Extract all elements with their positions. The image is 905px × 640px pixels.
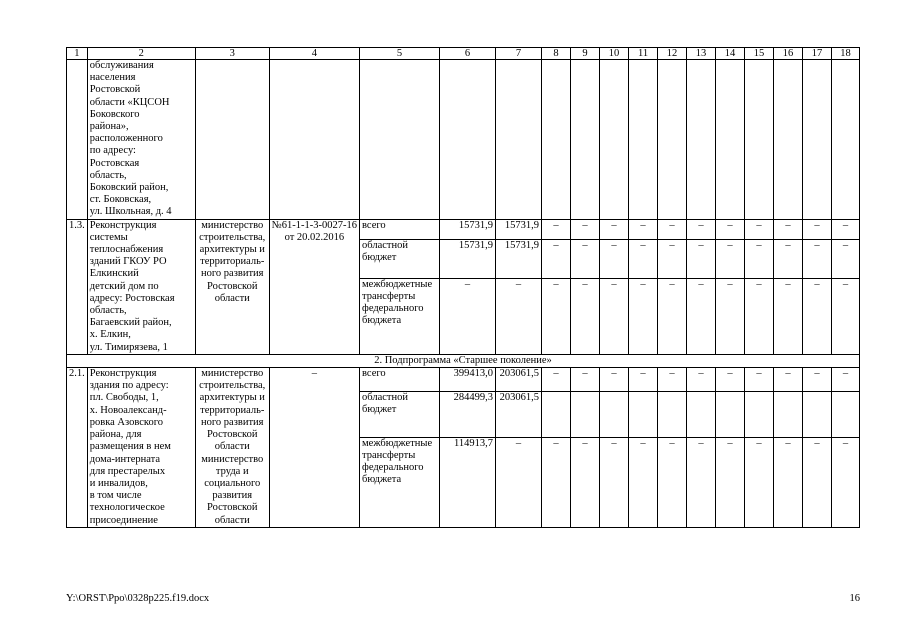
funding-source-cell [360,437,440,527]
dash-cell: – [658,219,687,239]
dash-cell: – [716,278,745,354]
cell-text-line: размещения в нем [89,441,171,453]
column-number-header: 17 [803,48,832,60]
object-name-cell [87,60,195,220]
dash-cell: – [542,239,571,278]
value-cell: 15731,9 [496,219,542,239]
dash-cell: – [832,278,860,354]
dash-cell: – [803,368,832,392]
dash-cell: – [542,368,571,392]
empty-cell [803,391,832,437]
cell-text-line: от 20.02.2016 [284,231,345,243]
dash-cell: – [629,437,658,527]
data-table [66,47,860,528]
dash-cell: – [803,437,832,527]
column-number-header: 5 [360,48,440,60]
cell-text-line: области [214,441,250,453]
column-number-header: 12 [658,48,687,60]
cell-text-line: всего [362,219,386,231]
value-cell: 15731,9 [496,239,542,278]
cell-text-line: бюджета [362,474,402,486]
cell-text-line: ровка Азовского [89,416,164,428]
empty-cell [745,60,774,220]
dash-cell: – [571,437,600,527]
empty-cell [195,60,269,220]
dash-cell: – [745,368,774,392]
cell-text-line: областной [362,239,408,251]
dash-cell: – [716,239,745,278]
cell-text-line: зданий ГКОУ РО [89,256,167,268]
cell-text-line: развития [212,490,253,502]
cell-text-line: Багаевский район, [89,317,172,329]
cell-text-line: Боковский район, [89,182,169,194]
empty-cell [832,391,860,437]
dash-cell: – [716,219,745,239]
cell-text-line: района, для [89,429,142,441]
cell-text-line: области [214,292,250,304]
cell-text-line: областной [362,391,408,403]
cell-text-line: министерство [201,453,264,465]
dash-cell: – [832,219,860,239]
value-cell: 284499,3 [440,391,496,437]
funding-source-cell [360,368,440,392]
footer-page-number: 16 [849,593,860,604]
row-number-cell: 2.1. [67,368,88,528]
dash-cell: – [687,239,716,278]
cell-text-line: трансферты [362,290,416,302]
column-number-header: 3 [195,48,269,60]
dash-cell: – [716,368,745,392]
object-name-cell [87,368,195,528]
cell-text-line: пл. Свободы, 1, [89,392,159,404]
dash-cell: – [774,368,803,392]
cell-text-line: бюджет [362,252,397,264]
funding-source-cell [360,239,440,278]
dash-cell: – [745,278,774,354]
cell-text-line: строительства, [199,231,266,243]
cell-text-line: района», [89,121,129,133]
cell-text-line: области [214,514,250,526]
dash-cell: – [600,219,629,239]
table-row [67,60,860,220]
cell-text-line: детский дом по [89,280,159,292]
empty-cell [629,60,658,220]
cell-text-line: теплоснабжения [89,244,164,256]
document-cell: – [269,368,359,528]
dash-cell: – [600,437,629,527]
empty-cell [600,60,629,220]
cell-text-line: ул. Тимирязева, 1 [89,341,168,353]
dash-cell: – [832,239,860,278]
cell-text-line: всего [362,368,386,380]
empty-cell [440,60,496,220]
table-row [67,219,860,239]
column-number-header: 8 [542,48,571,60]
section-title: 2. Подпрограмма «Старшее поколение» [67,354,860,367]
cell-text-line: социального [204,477,261,489]
column-number-header: 11 [629,48,658,60]
dash-cell: – [542,437,571,527]
cell-text-line: труда и [215,465,249,477]
cell-text-line: ного развития [201,416,264,428]
empty-cell [658,60,687,220]
empty-cell [745,391,774,437]
dash-cell: – [774,278,803,354]
row-number-cell: 1.3. [67,219,88,354]
cell-text-line: в том числе [89,490,142,502]
cell-text-line: ул. Школьная, д. 4 [89,206,172,218]
cell-text-line: ст. Боковская, [89,194,152,206]
empty-cell [803,60,832,220]
empty-cell [269,60,359,220]
dash-cell: – [658,368,687,392]
column-number-header: 4 [269,48,359,60]
column-number-header: 18 [832,48,860,60]
dash-cell: – [629,368,658,392]
dash-cell: – [600,239,629,278]
cell-text-line: область, [89,169,127,181]
cell-text-line: архитектуры и [199,244,265,256]
header-row [67,48,860,60]
cell-text-line: адресу: Ростовская [89,292,175,304]
empty-cell [629,391,658,437]
cell-text-line: федерального [362,462,424,474]
value-cell: 203061,5 [496,391,542,437]
value-cell: 15731,9 [440,239,496,278]
dash-cell: – [687,219,716,239]
column-number-header: 6 [440,48,496,60]
value-cell: – [440,278,496,354]
dash-cell: – [658,239,687,278]
column-number-header: 2 [87,48,195,60]
dash-cell: – [687,278,716,354]
cell-text-line: трансферты [362,449,416,461]
cell-text-line: для престарелых [89,465,166,477]
value-cell: 114913,7 [440,437,496,527]
dash-cell: – [774,219,803,239]
empty-cell [360,60,440,220]
dash-cell: – [687,437,716,527]
cell-text-line: Ростовской [89,84,141,96]
dash-cell: – [745,239,774,278]
dash-cell: – [571,278,600,354]
column-number-header: 1 [67,48,88,60]
cell-text-line: территориаль- [200,256,265,268]
row-number-cell [67,60,88,220]
empty-cell [542,60,571,220]
column-number-header: 7 [496,48,542,60]
cell-text-line: строительства, [199,380,266,392]
dash-cell: – [774,239,803,278]
funding-source-cell [360,219,440,239]
cell-text-line: №61-1-1-3-0027-16 [271,219,358,231]
cell-text-line: системы [89,231,128,243]
dash-cell: – [629,278,658,354]
footer-file-path: Y:\ORST\Ppo\0328p225.f19.docx [66,593,210,604]
cell-text-line: область, [89,305,127,317]
cell-text-line: бюджет [362,404,397,416]
cell-text-line: обслуживания [89,60,154,71]
empty-cell [542,391,571,437]
dash-cell: – [600,368,629,392]
cell-text-line: Ростовской [207,502,258,514]
cell-text-line: межбюджетные [362,278,433,290]
empty-cell [832,60,860,220]
cell-text-line: Боковского [89,108,140,120]
funding-source-cell [360,278,440,354]
empty-cell [716,60,745,220]
cell-text-line: по адресу: [89,145,136,157]
dash-cell: – [832,368,860,392]
cell-text-line: Реконструкция [89,368,157,380]
dash-cell: – [745,437,774,527]
cell-text-line: архитектуры и [199,392,265,404]
dash-cell: – [571,239,600,278]
dash-cell: – [832,437,860,527]
cell-text-line: области «КЦСОН [89,96,170,108]
cell-text-line: х. Новоалександ- [89,404,167,416]
dash-cell: – [803,278,832,354]
value-cell: 15731,9 [440,219,496,239]
cell-text-line: технологическое [89,502,165,514]
column-number-header: 13 [687,48,716,60]
cell-text-line: и инвалидов, [89,477,148,489]
section-row [67,354,860,367]
value-cell: 203061,5 [496,368,542,392]
dash-cell: – [803,239,832,278]
object-name-cell [87,219,195,354]
cell-text-line: министерство [201,219,264,231]
dash-cell: – [629,219,658,239]
cell-text-line: Ростовской [207,429,258,441]
empty-cell [716,391,745,437]
dash-cell: – [774,437,803,527]
cell-text-line: межбюджетные [362,437,433,449]
dash-cell: – [542,219,571,239]
dash-cell: – [600,278,629,354]
dash-cell: – [571,219,600,239]
cell-text-line: Ростовская [89,157,140,169]
cell-text-line: здания по адресу: [89,380,169,392]
column-number-header: 14 [716,48,745,60]
empty-cell [571,60,600,220]
cell-text-line: бюджета [362,315,402,327]
column-number-header: 9 [571,48,600,60]
responsible-org-cell [195,368,269,528]
dash-cell: – [542,278,571,354]
dash-cell: – [745,219,774,239]
dash-cell: – [803,219,832,239]
empty-cell [600,391,629,437]
dash-cell: – [658,437,687,527]
empty-cell [658,391,687,437]
cell-text-line: Ростовской [207,280,258,292]
value-cell: – [496,278,542,354]
cell-text-line: присоединение [89,514,158,526]
value-cell: – [496,437,542,527]
column-number-header: 10 [600,48,629,60]
cell-text-line: территориаль- [200,404,265,416]
cell-text-line: х. Елкин, [89,329,131,341]
column-number-header: 16 [774,48,803,60]
funding-source-cell [360,391,440,437]
value-cell: 399413,0 [440,368,496,392]
empty-cell [687,391,716,437]
dash-cell: – [687,368,716,392]
cell-text-line: министерство [201,368,264,380]
responsible-org-cell [195,219,269,354]
empty-cell [496,60,542,220]
cell-text-line: дома-интерната [89,453,160,465]
empty-cell [774,391,803,437]
dash-cell: – [716,437,745,527]
cell-text-line: федерального [362,303,424,315]
dash-cell: – [571,368,600,392]
column-number-header: 15 [745,48,774,60]
empty-cell [687,60,716,220]
document-cell [269,219,359,354]
cell-text-line: расположенного [89,133,163,145]
cell-text-line: ного развития [201,268,264,280]
dash-cell: – [629,239,658,278]
empty-cell [571,391,600,437]
cell-text-line: населения [89,72,136,84]
empty-cell [774,60,803,220]
cell-text-line: Реконструкция [89,219,157,231]
table-row [67,368,860,392]
cell-text-line: Елкинский [89,268,139,280]
dash-cell: – [658,278,687,354]
